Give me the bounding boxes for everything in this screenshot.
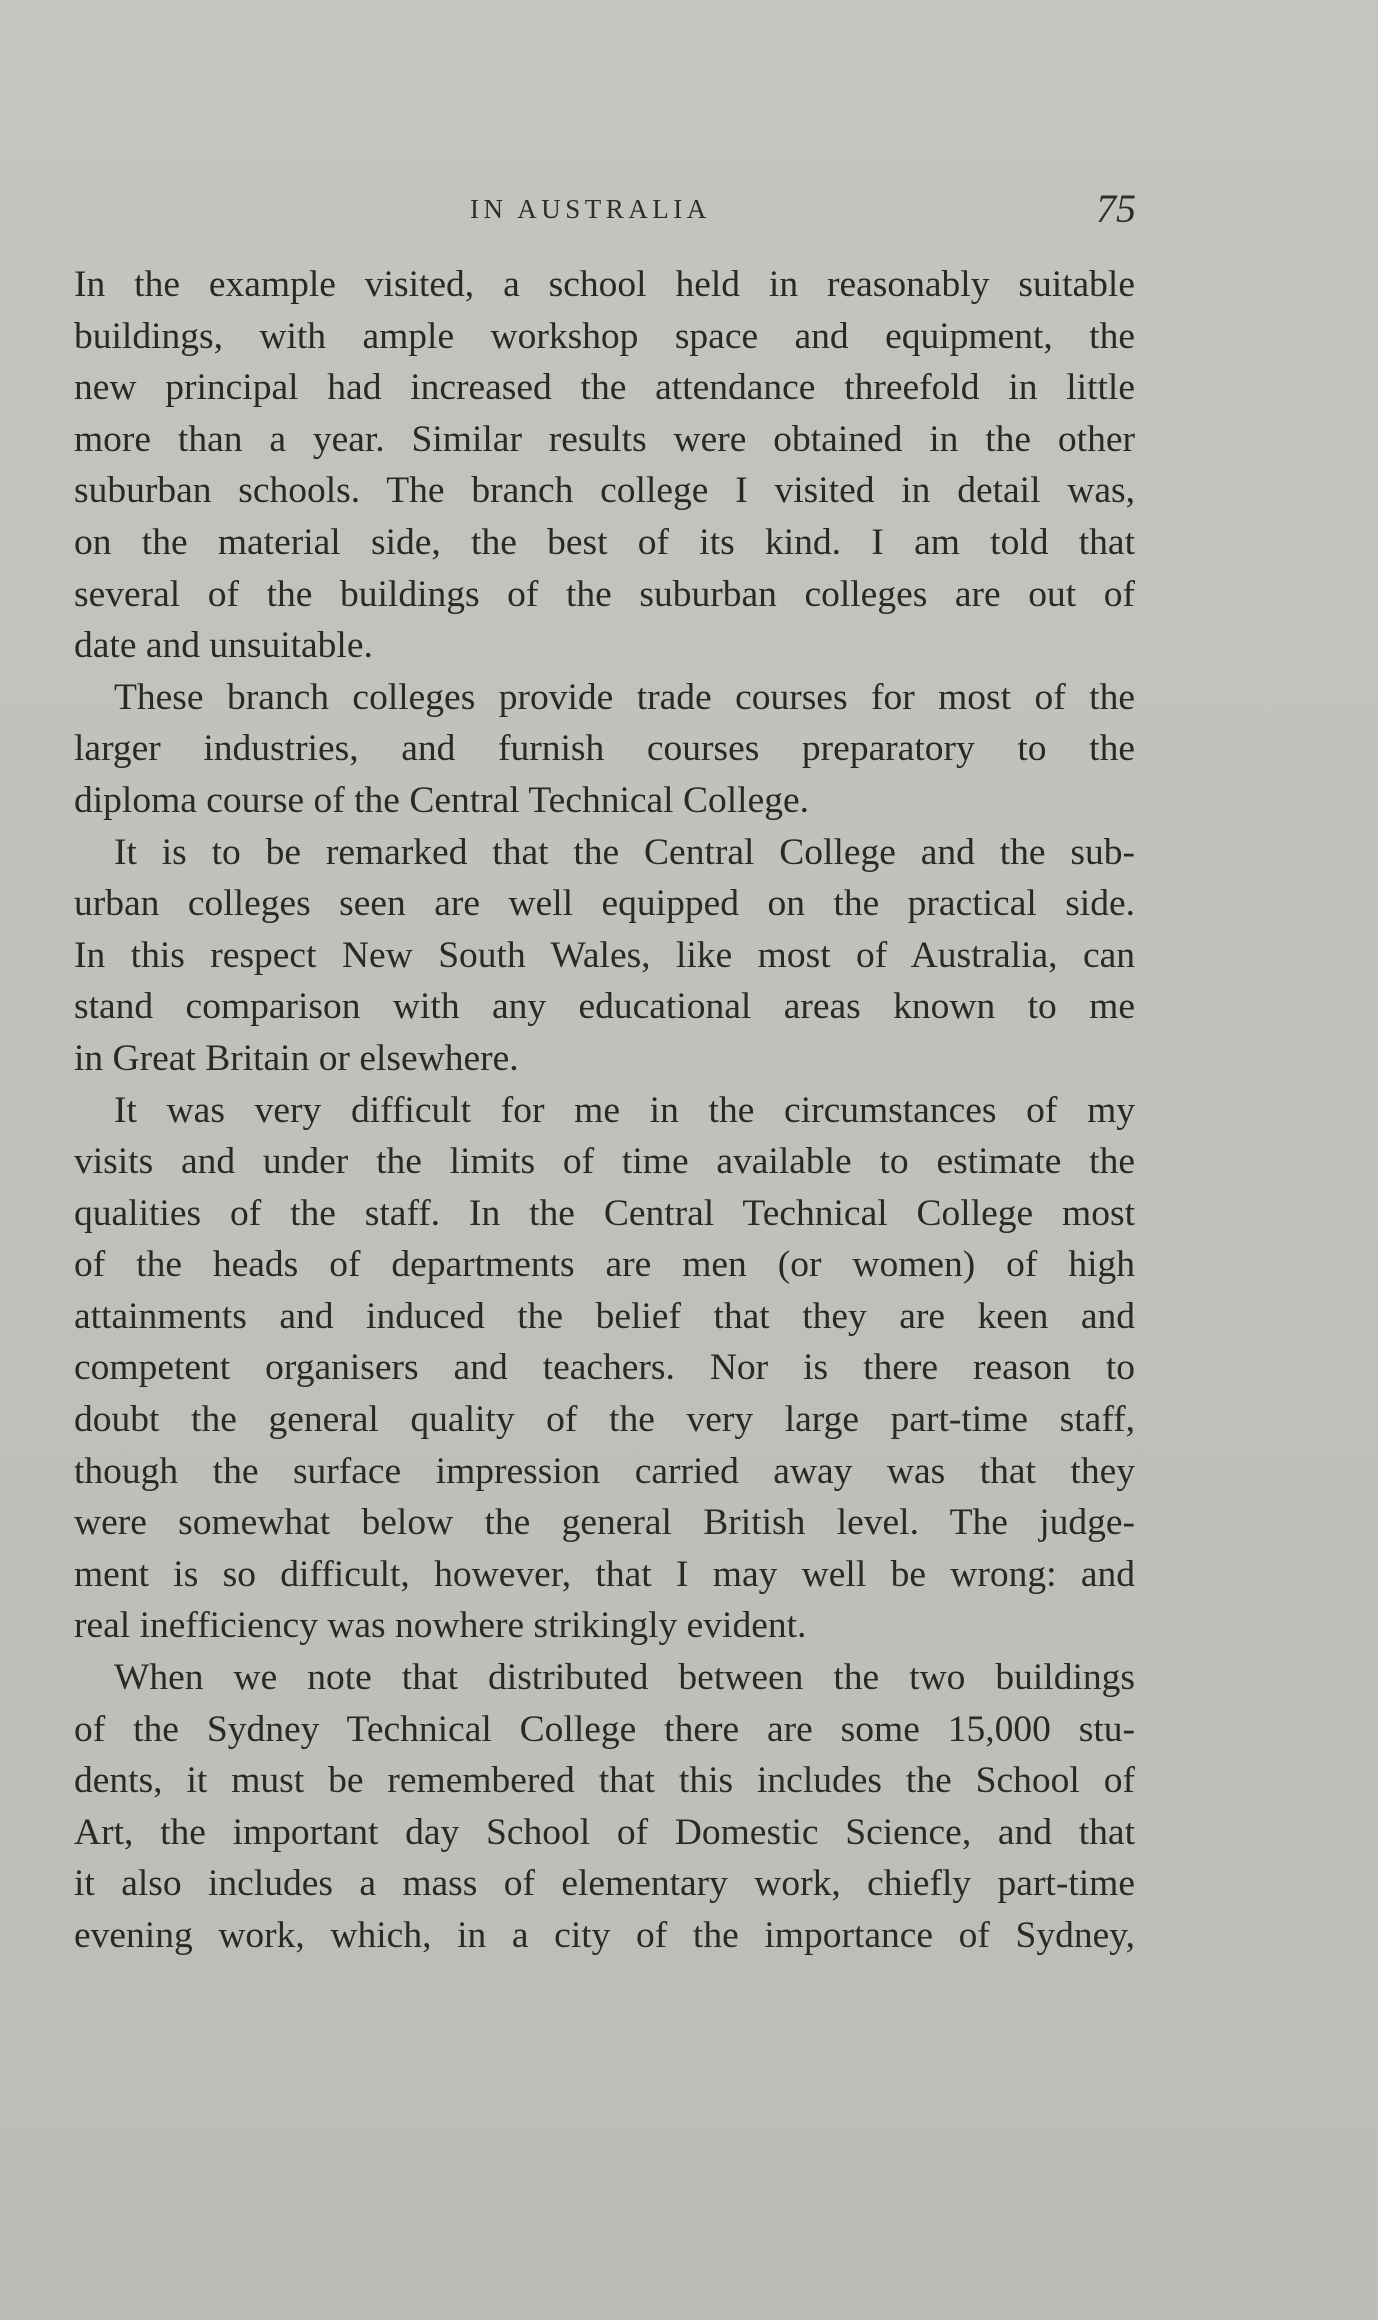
text-line: in Great Britain or elsewhere. <box>74 1037 519 1079</box>
text-line: stand comparison with any educational areas known to me <box>74 986 1135 1028</box>
text-line: buildings, with ample workshop space and equipment, the <box>74 315 1135 357</box>
body-text <box>74 259 1135 1962</box>
running-head <box>0 188 1378 248</box>
text-line: visits and under the limits of time available to estimate the <box>74 1141 1135 1183</box>
text-line: In this respect New South Wales, like most of Australia, can <box>74 934 1135 976</box>
running-title: IN AUSTRALIA <box>470 194 711 224</box>
text-line: more than a year. Similar results were obtained in the other <box>74 418 1135 460</box>
text-line: dents, it must be remembered that this includes the School of <box>74 1760 1135 1802</box>
text-line: It was very difficult for me in the circumstances of my <box>114 1089 1135 1131</box>
text-line: diploma course of the Central Technical College. <box>74 779 809 821</box>
text-line: of the Sydney Technical College there are some 15,000 stu- <box>74 1708 1135 1750</box>
text-line: on the material side, the best of its kind. I am told that <box>74 521 1135 563</box>
text-line: urban colleges seen are well equipped on the practical side. <box>74 883 1135 925</box>
text-line: it also includes a mass of elementary work, chiefly part-time <box>74 1863 1135 1905</box>
text-line: evening work, which, in a city of the importance of Sydney, <box>74 1915 1135 1956</box>
text-line: Art, the important day School of Domestic Science, and that <box>74 1811 1135 1853</box>
text-line: doubt the general quality of the very large part-time staff, <box>74 1399 1135 1441</box>
text-line: of the heads of departments are men (or women) of high <box>74 1244 1135 1286</box>
text-line: ment is so difficult, however, that I may well be wrong: and <box>74 1553 1135 1595</box>
text-line: real inefficiency was nowhere strikingly evident. <box>74 1605 807 1647</box>
text-line: several of the buildings of the suburban colleges are out of <box>74 573 1135 615</box>
text-line: date and unsuitable. <box>74 625 373 667</box>
text-line: It is to be remarked that the Central College and the sub- <box>114 831 1135 873</box>
text-line: In the example visited, a school held in reasonably suitable <box>74 264 1135 305</box>
text-line: new principal had increased the attendance threefold in little <box>74 367 1135 409</box>
text-line: qualities of the staff. In the Central Technical College most <box>74 1192 1135 1234</box>
text-line: When we note that distributed between the two buildings <box>114 1657 1135 1699</box>
page-number: 75 <box>1096 186 1136 231</box>
text-line: larger industries, and furnish courses preparatory to the <box>74 728 1135 770</box>
text-line: were somewhat below the general British level. The judge- <box>74 1502 1135 1544</box>
text-line: These branch colleges provide trade courses for most of the <box>114 676 1135 718</box>
text-line: though the surface impression carried away was that they <box>74 1450 1135 1492</box>
text-line: competent organisers and teachers. Nor is there reason to <box>74 1347 1135 1389</box>
text-line: attainments and induced the belief that they are keen and <box>74 1295 1135 1337</box>
text-line: suburban schools. The branch college I visited in detail was, <box>74 470 1135 512</box>
